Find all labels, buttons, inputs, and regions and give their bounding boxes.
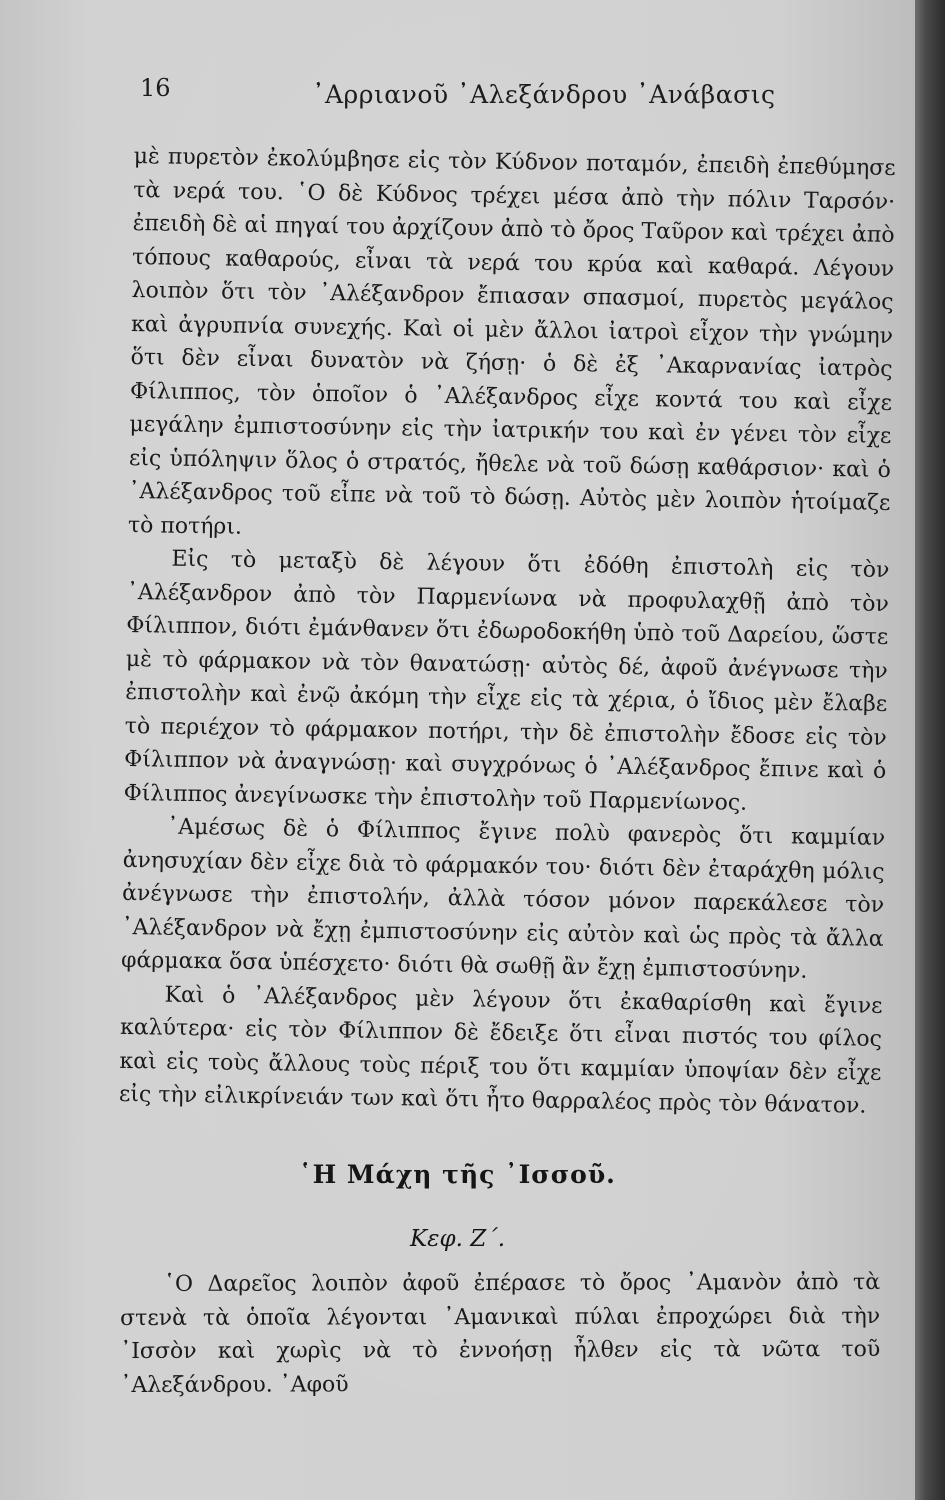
page-edge-shadow [915,0,945,1500]
section-text [120,1266,880,1402]
section-title: ῾Η Μάχη τῆς ᾿Ισσοῦ. [299,1160,616,1189]
section-paragraph-1: ῾Ο Δαρεῖος λοιπὸν ἀφοῦ ἐπέρασε τὸ ὄρος ᾿Αμανὸν ἀπὸ τὰ στενὰ τὰ ὁποῖα λέγονται ᾿Αμανικαὶ πύλαι ἐπροχώρει διὰ τὴν ᾿Ισσὸν καὶ χωρὶς νὰ τὸ ἐννοήσῃ ἦλθεν εἰς τὰ νῶτα τοῦ ᾿Αλεξάνδρου. ᾿Αφοῦ [120,1270,881,1398]
running-title: ᾿Αρριανοῦ ᾿Αλεξάνδρου ᾿Ανάβασις [312,80,776,109]
paragraph-1: μὲ πυρετὸν ἐκολύμβησε εἰς τὸν Κύδνον ποταμόν, ἐπειδὴ ἐπεθύμησε τὰ νερά του. ῾Ο δὲ Κύδνος τρέχει μέσα ἀπὸ τὴν πόλιν Ταρσόν· ἐπειδὴ δὲ αἱ πηγαί του ἀρχίζουν ἀπὸ τὸ ὄρος Ταῦρον καὶ τρέχει ἀπὸ τόπους καθαρούς, εἶναι τὰ νερά του κρύα καὶ καθαρά. Λέγουν λοιπὸν ὅτι τὸν ᾿Αλέξανδρον ἔπιασαν σπασμοί, πυρετὸς μεγάλος καὶ ἀγρυπνία συνεχής. Καὶ οἱ μὲν ἄλλοι ἰατροὶ εἶχον τὴν γνώμην ὅτι δὲν εἶναι δυνατὸν νὰ ζήσῃ· ὁ δὲ ἐξ ᾿Ακαρνανίας ἰατρὸς Φίλιππος, τὸν ὁποῖον ὁ ᾿Αλέξανδρος εἶχε κοντά του καὶ εἶχε μεγάλην ἐμπιστοσύνην εἰς τὴν ἰατρικήν του καὶ ἐν γένει τὸν εἶχε εἰς ὑπόληψιν ὅλος ὁ στρατός, ἤθελε νὰ τοῦ δώσῃ καθάρσιον· καὶ ὁ ᾿Αλέξανδρος τοῦ εἶπε νὰ τοῦ τὸ δώσῃ. Αὐτὸς μὲν λοιπὸν ἡτοίμαζε τὸ ποτήρι. [127,143,896,540]
paragraph-4: Καὶ ὁ ᾿Αλέξανδρος μὲν λέγουν ὅτι ἐκαθαρίσθη καὶ ἔγινε καλύτερα· εἰς τὸν Φίλιππον δὲ ἔδειξε ὅτι εἶναι πιστός του φίλος καὶ εἰς τοὺς ἄλλους τοὺς πέριξ του ὅτι καμμίαν ὑποψίαν δὲν εἶχε εἰς τὴν εἰλικρίνειάν των καὶ ὅτι ἦτο θαρραλέος πρὸς τὸν θάνατον. [118,982,883,1119]
chapter-heading: Κεφ. Ζ΄. [409,1226,506,1252]
paragraph-3: ᾿Αμέσως δὲ ὁ Φίλιππος ἔγινε πολὺ φανερὸς ὅτι καμμίαν ἀνησυχίαν δὲν εἶχε διὰ τὸ φάρμακόν του· διότι δὲν ἐταράχθη μόλις ἀνέγνωσε τὴν ἐπιστολήν, ἀλλὰ τόσον μόνον παρεκάλεσε τὸν ᾿Αλέξανδρον νὰ ἔχῃ ἐμπιστοσύνην εἰς αὐτὸν καὶ ὡς πρὸς τὰ ἄλλα φάρμακα ὅσα ὑπέσχετο· διότι θὰ σωθῇ ἂν ἔχῃ ἐμπιστοσύνην. [120,814,886,984]
main-text [119,140,896,1123]
paragraph-2: Εἰς τὸ μεταξὺ δὲ λέγουν ὅτι ἐδόθη ἐπιστολὴ εἰς τὸν ᾿Αλέξανδρον ἀπὸ τὸν Παρμενίωνα νὰ προφυλαχθῇ ἀπὸ τὸν Φίλιππον, διότι ἐμάνθανεν ὅτι ἐδωροδοκήθη ὑπὸ τοῦ Δαρείου, ὥστε μὲ τὸ φάρμακον νὰ τὸν θανατώσῃ· αὐτὸς δέ, ἀφοῦ ἀνέγνωσε τὴν ἐπιστολὴν καὶ ἐνῷ ἀκόμη τὴν εἶχε εἰς τὰ χέρια, ὁ ἴδιος μὲν ἔλαβε τὸ περιέχον τὸ φάρμακον ποτήρι, τὴν δὲ ἐπιστολὴν ἔδοσε εἰς τὸν Φίλιππον νὰ ἀναγνώσῃ· καὶ συγχρόνως ὁ ᾿Αλέξανδρος ἔπινε καὶ ὁ Φίλιππος ἀνεγίνωσκε τὴν ἐπιστολὴν τοῦ Παρμενίωνος. [123,546,890,816]
page-number: 16 [140,74,171,102]
